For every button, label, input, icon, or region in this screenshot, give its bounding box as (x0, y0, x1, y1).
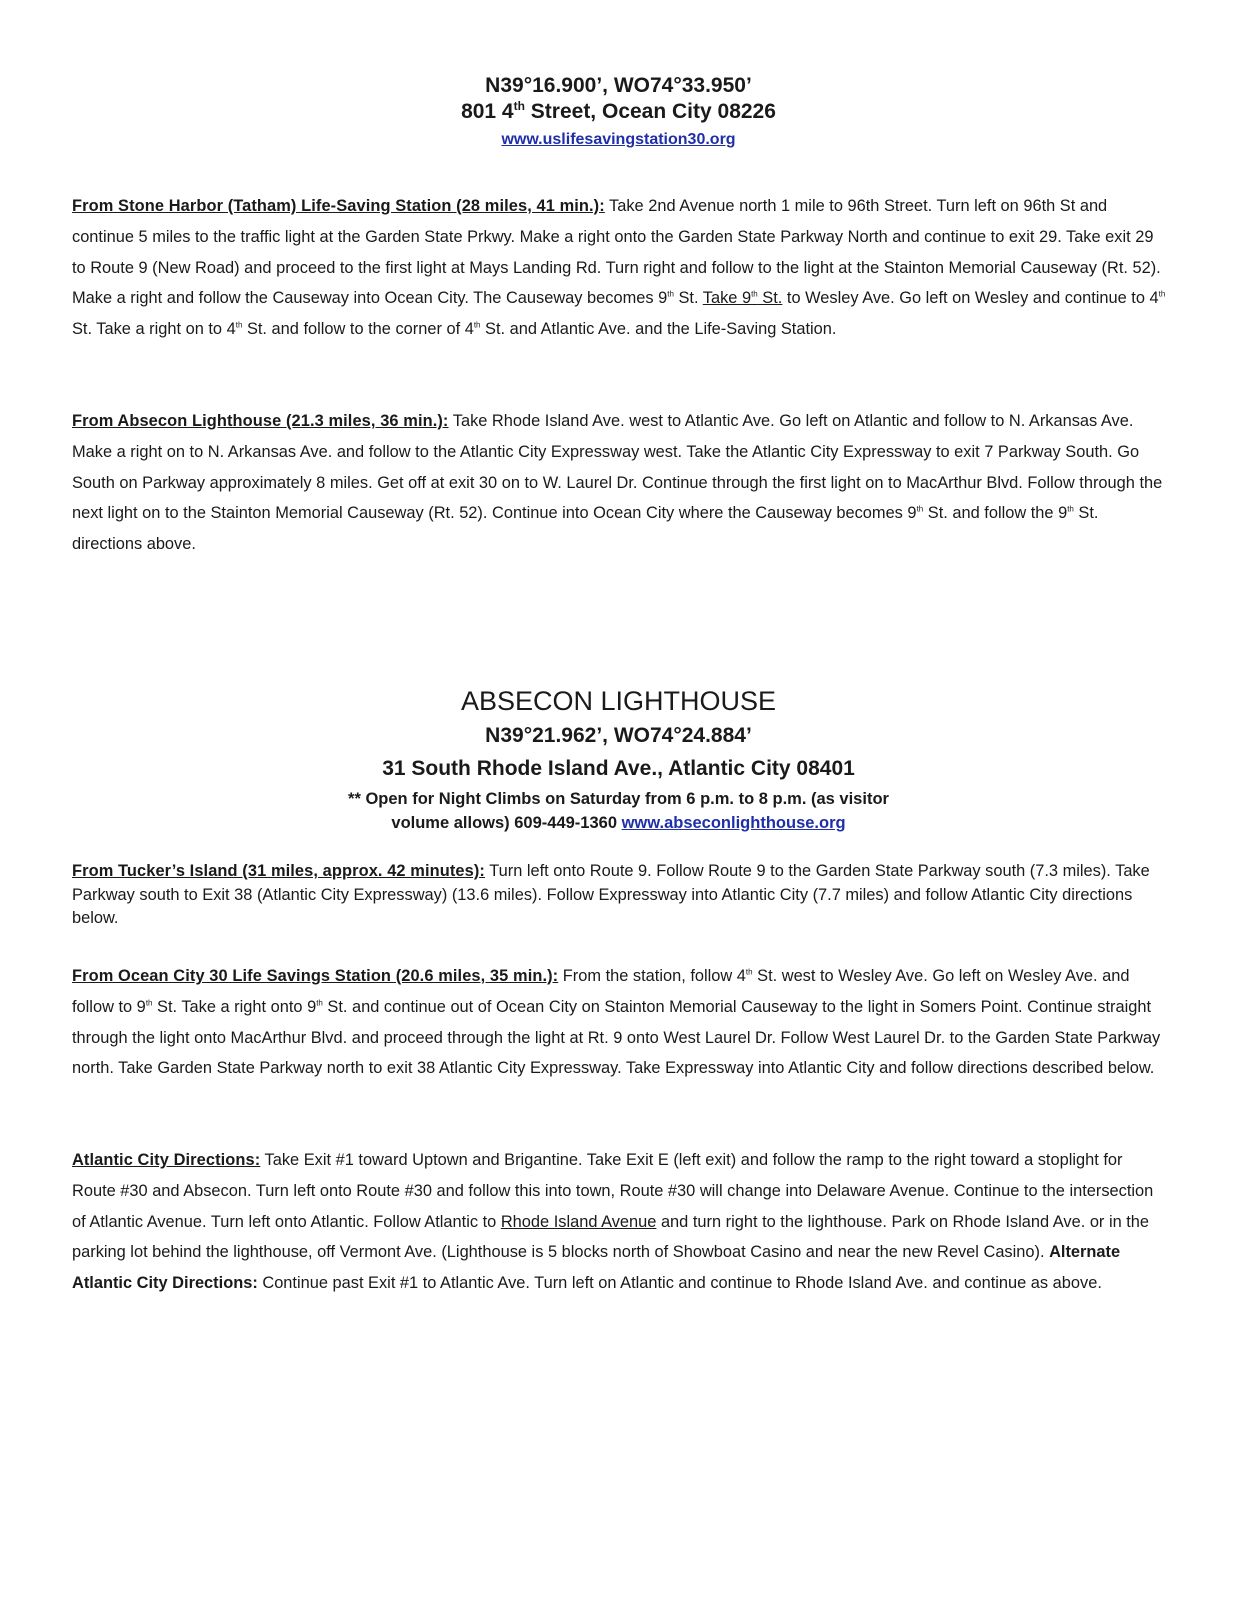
directions-heading: From Tucker’s Island (31 miles, approx. 42 minutes): (72, 862, 485, 880)
directions-heading: Atlantic City Directions: (72, 1151, 261, 1169)
directions-from-stone-harbor: From Stone Harbor (Tatham) Life-Saving Station (28 miles, 41 min.): Take 2nd Avenue north 1 mile to 96th Street. Turn left on 96th St and continue 5 miles to the traffic light at the Garden State Prkwy. Make a right onto the Garden State Parkway North and continue to exit 29. Take exit 29 to Route 9 (New Road) and proceed to the first light at Mays Landing Rd. Turn right and follow to the light at the Stainton Memorial Causeway (Rt. 52). Make a right and follow the Causeway into Ocean City. The Causeway becomes 9th St. Take 9th St. to Wesley Ave. Go left on Wesley and continue to 4th St. Take a right on to 4th St. and follow to the corner of 4th St. and Atlantic Ave. and the Life-Saving Station. (72, 197, 1166, 339)
directions-from-ocean-city: From Ocean City 30 Life Savings Station (20.6 miles, 35 min.): From the station, follow 4th St. west to Wesley Ave. Go left on Wesley Ave. and follow to 9th St. Take a right onto 9th St. and continue out of Ocean City on Stainton Memorial Causeway to the light in Somers Point. Continue straight through the light onto MacArthur Blvd. and proceed through the light at Rt. 9 onto West Laurel Dr. Follow West Laurel Dr. to the Garden State Parkway north. Take Garden State Parkway north to exit 38 Atlantic City Expressway. Take Expressway into Atlantic City and follow directions described below. (72, 967, 1161, 1078)
atlantic-city-directions: Atlantic City Directions: Take Exit #1 toward Uptown and Brigantine. Take Exit E (left exit) and follow the ramp to the right toward a stoplight for Route #30 and Absecon. Turn left onto Route #30 and follow this into town, Route #30 will change into Delaware Avenue. Continue to the intersection of Atlantic Avenue. Turn left onto Atlantic. Follow Atlantic to Rhode Island Avenue and turn right to the lighthouse. Park on Rhode Island Ave. or in the parking lot behind the lighthouse, off Vermont Ave. (Lighthouse is 5 blocks north of Showboat Casino and near the new Revel Casino). Alternate Atlantic City Directions: Continue past Exit #1 to Atlantic Ave. Turn left on Atlantic and continue to Rhode Island Ave. and continue as above. (72, 1151, 1154, 1293)
directions-from-tuckers-island: From Tucker’s Island (31 miles, approx. 42 minutes): Turn left onto Route 9. Follow Route 9 to the Garden State Parkway south (7.3 miles). Take Parkway south to Exit 38 (Atlantic City Expressway) (13.6 miles). Follow Expressway into Atlantic City (7.7 miles) and follow Atlantic City directions below. (72, 862, 1150, 927)
lighthouse-address: 31 South Rhode Island Ave., Atlantic City 08401 (382, 757, 855, 780)
directions-heading: From Absecon Lighthouse (21.3 miles, 36 min.): (72, 412, 449, 430)
directions-heading: From Stone Harbor (Tatham) Life-Saving Station (28 miles, 41 min.): (72, 197, 605, 215)
station30-coordinates: N39°16.900’, WO74°33.950’ (485, 74, 752, 97)
station30-address: 801 4th Street, Ocean City 08226 (461, 99, 776, 123)
night-climbs-notice-cont: volume allows) 609-449-1360 www.abseconlighthouse.org (391, 814, 846, 832)
alternate-directions-heading: Alternate Atlantic City Directions: (72, 1243, 1121, 1293)
lighthouse-title: ABSECON LIGHTHOUSE (460, 686, 777, 716)
station30-website-link[interactable]: www.uslifesavingstation30.org (501, 131, 736, 148)
directions-from-absecon: From Absecon Lighthouse (21.3 miles, 36 min.): Take Rhode Island Ave. west to Atlantic Ave. Go left on Atlantic and follow to N. Arkansas Ave. Make a right on to N. Arkansas Ave. and follow to the Atlantic City Expressway west. Take the Atlantic City Expressway to exit 7 Parkway South. Go South on Parkway approximately 8 miles. Get off at exit 30 on to W. Laurel Dr. Continue through the first light on to MacArthur Blvd. Follow through the next light on to the Stainton Memorial Causeway (Rt. 52). Continue into Ocean City where the Causeway becomes 9th St. and follow the 9th St. directions above. (72, 412, 1163, 554)
lighthouse-website-link[interactable]: www.abseconlighthouse.org (621, 814, 846, 832)
station30-website (0, 131, 1237, 149)
directions-heading: From Ocean City 30 Life Savings Station (20.6 miles, 35 min.): (72, 967, 559, 985)
night-climbs-notice: ** Open for Night Climbs on Saturday from 6 p.m. to 8 p.m. (as visitor (348, 790, 889, 808)
lighthouse-coordinates: N39°21.962’, WO74°24.884’ (485, 724, 752, 747)
